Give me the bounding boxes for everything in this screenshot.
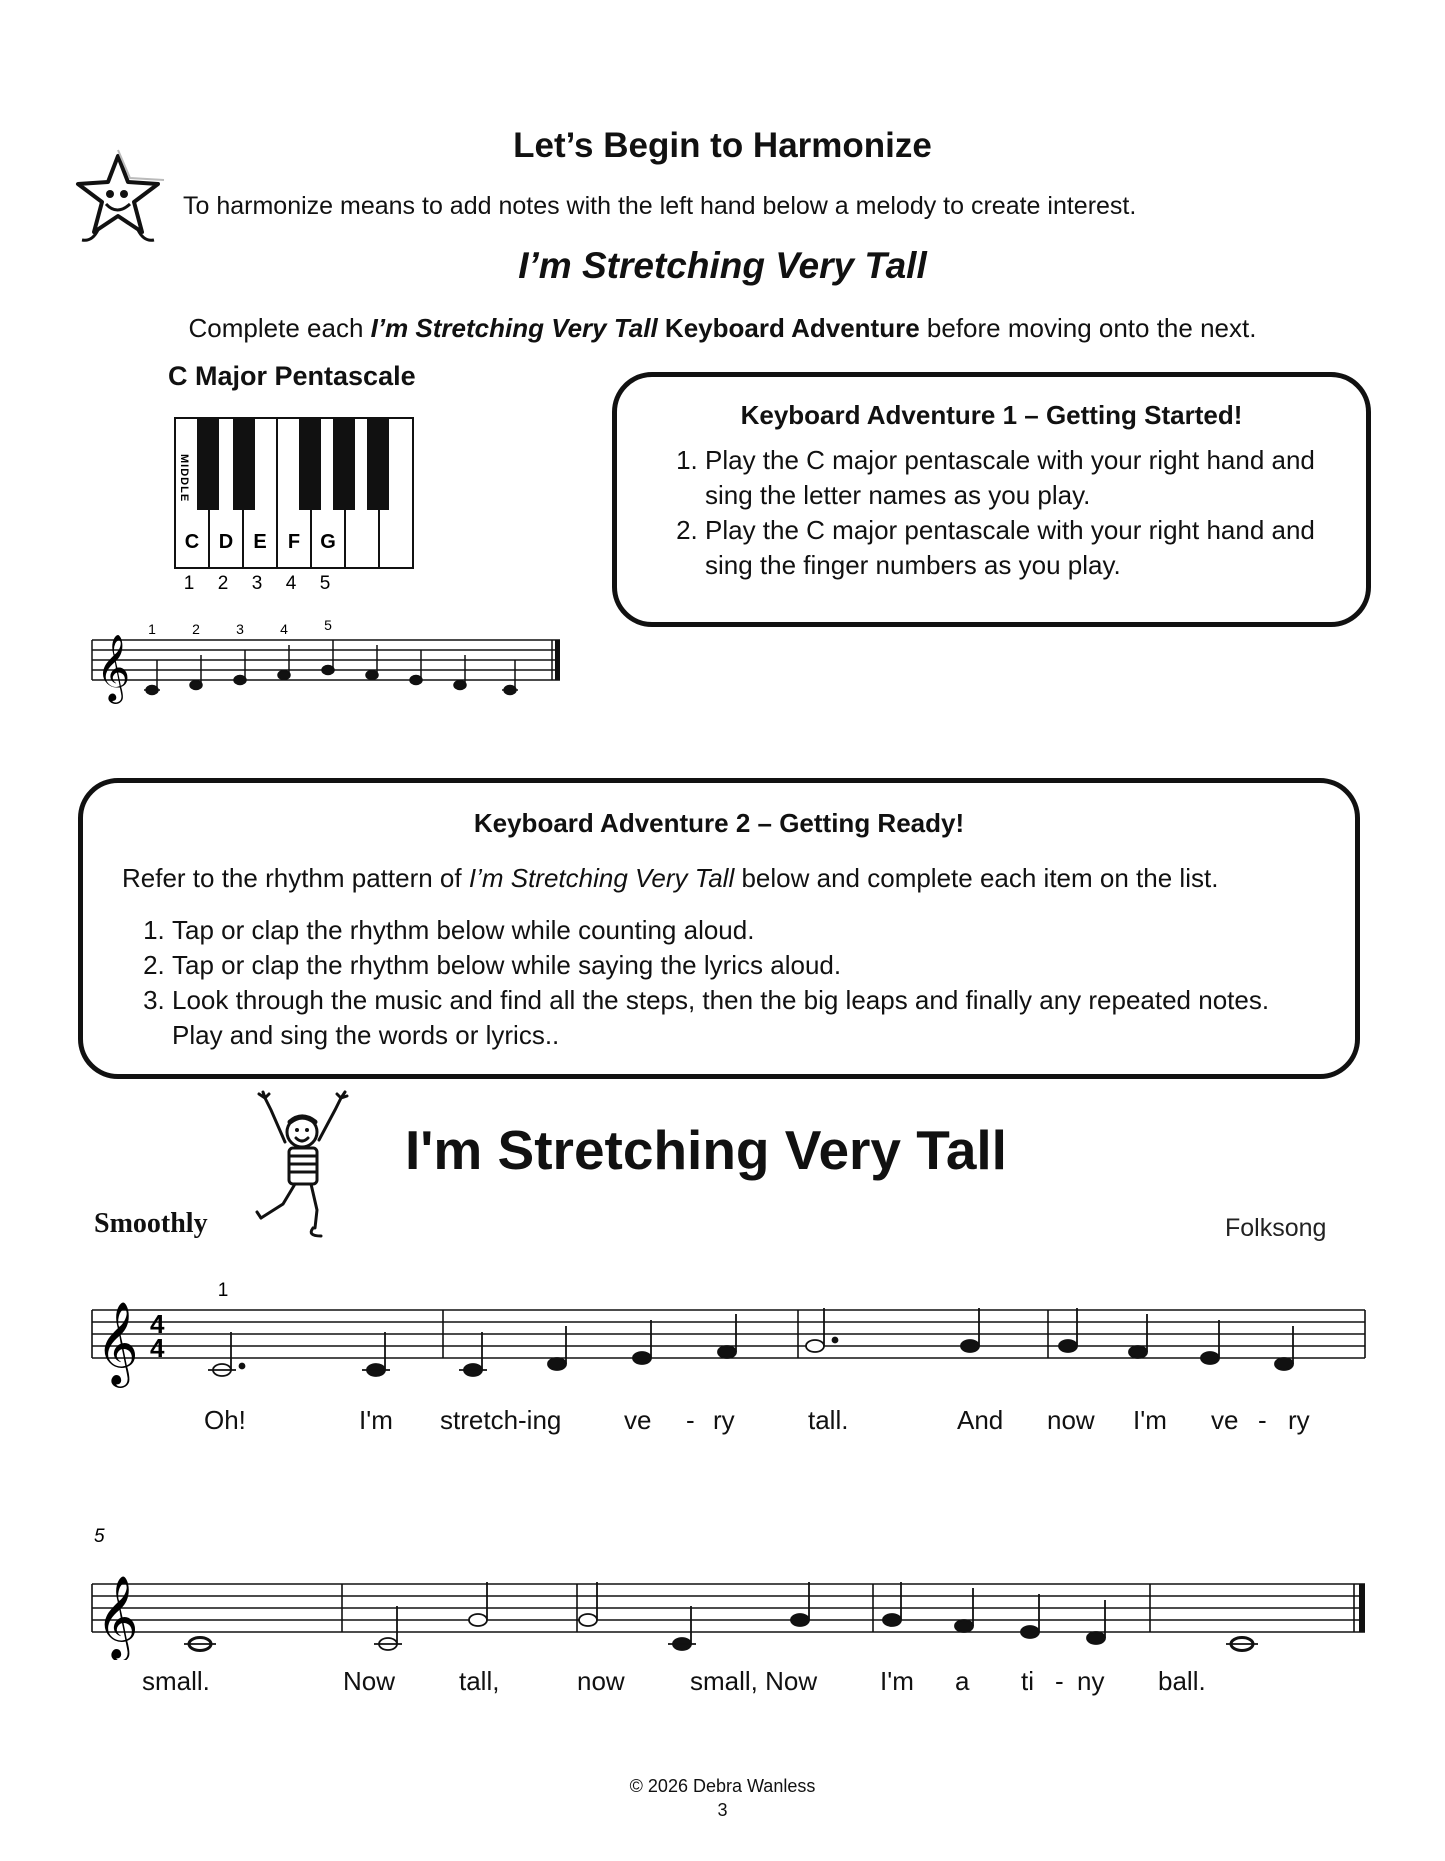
stretching-boy-illustration (255, 1090, 355, 1240)
instruction-text (0, 313, 1445, 344)
list-item: 1. Play the C major pentascale with your right hand and sing the letter names as you play. (705, 443, 1325, 513)
middle-c-label: MIDDLE (178, 454, 190, 503)
lyric-word: small. (142, 1666, 210, 1696)
key-label-f: F (287, 531, 301, 553)
finger-4: 4 (285, 573, 297, 594)
lyric-word: I'm (1133, 1405, 1167, 1435)
list-item: 2. Tap or clap the rhythm below while saying the lyrics aloud. (172, 948, 1322, 983)
finger-1: 1 (183, 573, 195, 594)
lyric-word: ti (1021, 1666, 1034, 1696)
lyric-word: ve (624, 1405, 652, 1435)
lyric-word: a (955, 1666, 970, 1696)
adventure-1-heading: Keyboard Adventure 1 – Getting Started! (740, 400, 1243, 430)
lyric-word: ve (1211, 1405, 1239, 1435)
treble-clef-icon: 𝄞 (96, 1577, 139, 1657)
key-label-e: E (253, 531, 267, 553)
music-staff-line-1 (80, 1270, 1380, 1390)
lyric-word: - (1258, 1405, 1267, 1435)
lyric-word: now (1047, 1405, 1095, 1435)
lyric-word: And (957, 1405, 1004, 1435)
list-item: 3. Look through the music and find all the steps, then the big leaps and finally any repeated notes. Play and sing the words or lyrics.. (172, 983, 1322, 1053)
lyric-word: ry (1288, 1405, 1310, 1435)
instruction-song: I’m Stretching Very Tall (370, 313, 658, 343)
lyric-word: tall. (808, 1405, 849, 1435)
instruction-pre: Complete each (188, 313, 371, 343)
time-signature-top: 4 (150, 1309, 165, 1339)
finger-3: 3 (251, 573, 263, 594)
lead-song: I’m Stretching Very Tall (468, 863, 735, 893)
page-title: Let’s Begin to Harmonize (513, 126, 932, 165)
music-staff-line-2 (80, 1520, 1380, 1660)
finger-2: 2 (217, 573, 229, 594)
star-mascot-icon (68, 148, 168, 246)
lyric-word: now (577, 1666, 625, 1696)
intro-text: To harmonize means to add notes with the left hand below a melody to create interest. (183, 192, 1137, 220)
piano-keyboard-diagram (170, 414, 430, 594)
tempo-marking: Smoothly (94, 1208, 208, 1239)
lyric-word: stretch-ing (440, 1405, 562, 1435)
instruction-post: before moving onto the next. (919, 313, 1257, 343)
adventure-2-heading: Keyboard Adventure 2 – Getting Ready! (473, 808, 965, 838)
key-label-g: G (320, 531, 336, 553)
song-heading: I’m Stretching Very Tall (518, 245, 927, 286)
lyric-word: ry (713, 1405, 735, 1435)
instruction-mid: Keyboard Adventure (657, 313, 920, 343)
lyric-word: Oh! (204, 1405, 246, 1435)
lead-pre: Refer to the rhythm pattern of (122, 863, 469, 893)
treble-clef-icon: 𝄞 (96, 1303, 139, 1383)
page-number: 3 (717, 1800, 728, 1820)
time-signature-bottom: 4 (150, 1333, 165, 1363)
lead-post: below and complete each item on the list. (734, 863, 1219, 893)
staff-finger-1: 1 (148, 621, 156, 637)
song-title: I'm Stretching Very Tall (405, 1119, 1007, 1181)
staff-finger-3: 3 (236, 621, 244, 637)
list-item: 1. Tap or clap the rhythm below while counting aloud. (172, 913, 1322, 948)
copyright-text: © 2026 Debra Wanless (629, 1776, 816, 1796)
measure-number: 5 (94, 1526, 105, 1547)
lyric-word: ny (1077, 1666, 1105, 1696)
lyric-word: I'm (880, 1666, 914, 1696)
keyboard-adventure-1-box (612, 372, 1371, 627)
lyric-word: tall, (459, 1666, 500, 1696)
lyric-word: I'm (359, 1405, 393, 1435)
finger-number: 1 (217, 1280, 229, 1301)
lyric-word: small, Now (690, 1666, 818, 1696)
lyric-word: - (1055, 1666, 1064, 1696)
lyric-word: ball. (1158, 1666, 1206, 1696)
key-label-c: C (184, 531, 200, 553)
lyric-word: - (686, 1405, 695, 1435)
list-item: 2. Play the C major pentascale with your right hand and sing the finger numbers as you play. (705, 513, 1325, 583)
staff-finger-2: 2 (192, 621, 200, 637)
pentascale-label: C Major Pentascale (168, 361, 416, 391)
pentascale-staff (90, 615, 570, 715)
treble-clef-icon: 𝄞 (96, 635, 131, 700)
key-label-d: D (218, 531, 234, 553)
keyboard-adventure-2-box (78, 778, 1360, 1079)
composer-credit: Folksong (1225, 1214, 1327, 1242)
lyric-word: Now (343, 1666, 396, 1696)
staff-finger-4: 4 (280, 621, 288, 637)
adventure-2-list (118, 913, 1322, 1053)
adventure-1-list (649, 443, 1325, 583)
staff-finger-5: 5 (324, 617, 332, 633)
adventure-2-lead (122, 863, 1218, 894)
finger-5: 5 (319, 573, 331, 594)
